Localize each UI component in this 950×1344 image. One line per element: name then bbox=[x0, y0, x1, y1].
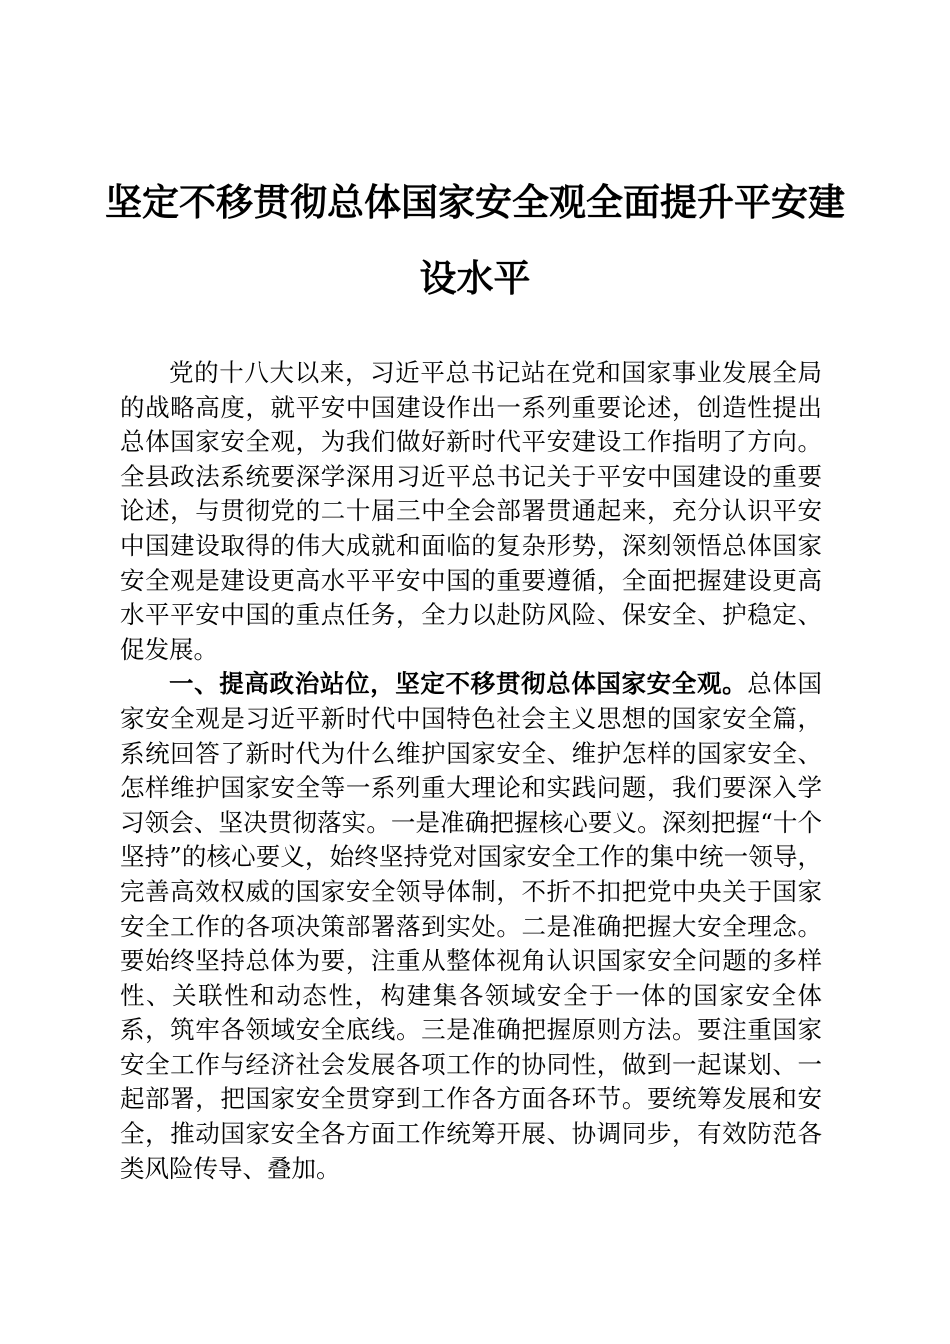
section-heading: 一、提高政治站位，坚定不移贯彻总体国家安全观。 bbox=[169, 669, 748, 699]
paragraph-intro bbox=[120, 356, 822, 667]
paragraph-text: 党的十八大以来，习近平总书记站在党和国家事业发展全局的战略高度，就平安中国建设作出一系列重要论述，创造性提出总体国家安全观，为我们做好新时代平安建设工作指明了方向。全县政法系统要深学深用习近平总书记关于平安中国建设的重要论述，与贯彻党的二十届三中全会部署贯通起来，充分认识平安中国建设取得的伟大成就和面临的复杂形势，深刻领悟总体国家安全观是建设更高水平平安中国的重要遵循，全面把握建设更高水平平安中国的重点任务，全力以赴防风险、保安全、护稳定、促发展。 bbox=[120, 358, 822, 664]
paragraph-section-1 bbox=[120, 667, 822, 1186]
document-title: 坚定不移贯彻总体国家安全观全面提升平安建设水平 bbox=[105, 180, 845, 300]
document-body bbox=[120, 356, 822, 1186]
paragraph-text: 总体国家安全观是习近平新时代中国特色社会主义思想的国家安全篇，系统回答了新时代为什么维护国家安全、维护怎样的国家安全、怎样维护国家安全等一系列重大理论和实践问题，我们要深入学习领会、坚决贯彻落实。一是准确把握核心要义。深刻把握“十个坚持”的核心要义，始终坚持党对国家安全工作的集中统一领导，完善高效权威的国家安全领导体制，不折不扣把党中央关于国家安全工作的各项决策部署落到实处。二是准确把握大安全理念。要始终坚持总体为要，注重从整体视角认识国家安全问题的多样性、关联性和动态性，构建集各领域安全于一体的国家安全体系，筑牢各领域安全底线。三是准确把握原则方法。要注重国家安全工作与经济社会发展各项工作的协同性，做到一起谋划、一起部署，把国家安全贯穿到工作各方面各环节。要统筹发展和安全，推动国家安全各方面工作统筹开展、协调同步，有效防范各类风险传导、叠加。 bbox=[120, 669, 822, 1183]
